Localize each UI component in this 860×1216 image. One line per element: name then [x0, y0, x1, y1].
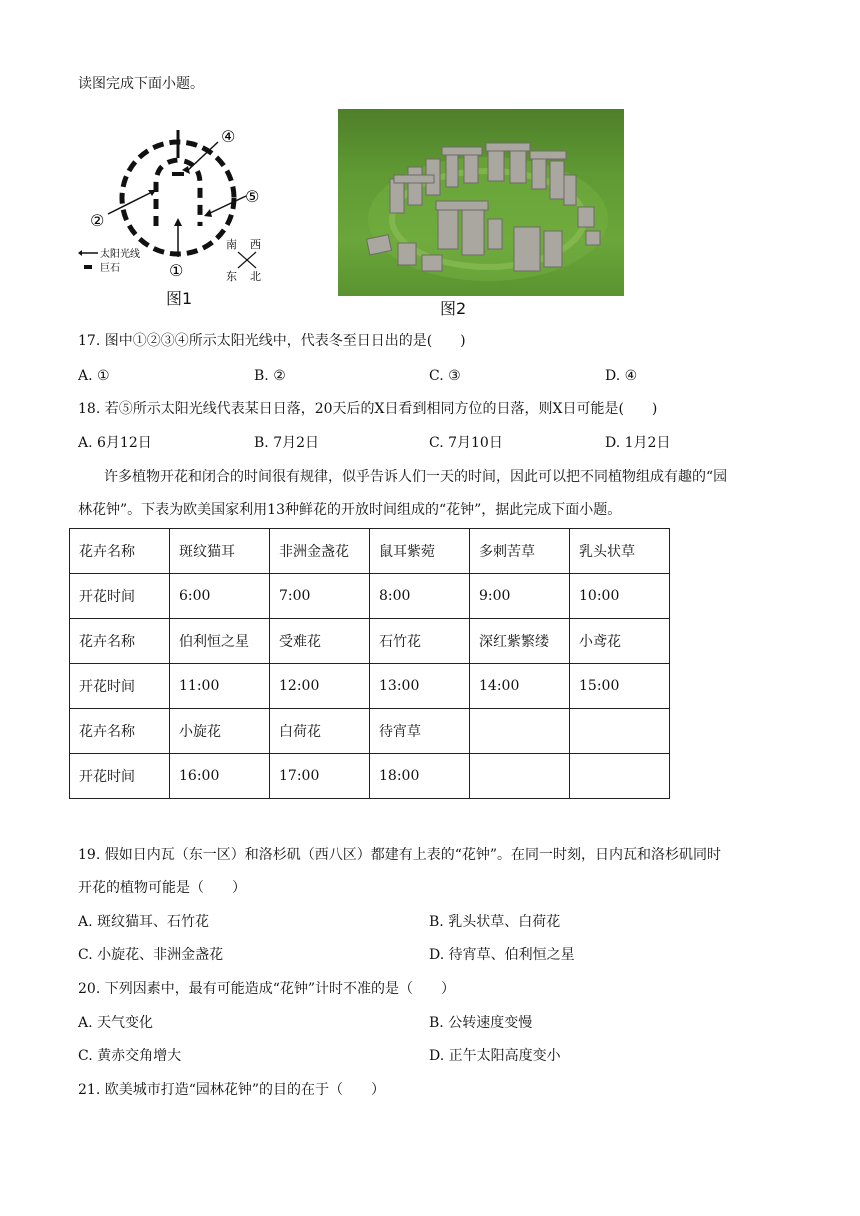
table-cell: 小旋花 [170, 709, 270, 754]
passage-line-2: 林花钟”。下表为欧美国家利用13种鲜花的开放时间组成的“花钟”，据此完成下面小题。 [78, 502, 622, 518]
q20-option-a[interactable]: A. 天气变化 [78, 1015, 154, 1031]
table-cell: 深红紫繁缕 [470, 619, 570, 664]
table-cell [470, 709, 570, 754]
figure2-caption: 图2 [440, 299, 467, 318]
table-cell: 15:00 [570, 664, 670, 709]
table-cell: 花卉名称 [70, 709, 170, 754]
q20-option-b[interactable]: B. 公转速度变慢 [429, 1015, 533, 1031]
q18-option-d[interactable]: D. 1月2日 [605, 435, 671, 451]
table-cell: 非洲金盏花 [270, 529, 370, 574]
legend-stone-label: 巨石 [100, 263, 120, 274]
table-cell: 多刺苦草 [470, 529, 570, 574]
table-row [70, 529, 670, 574]
table-row [70, 619, 670, 664]
table-cell: 鼠耳紫菀 [370, 529, 470, 574]
q20-option-c[interactable]: C. 黄赤交角增大 [78, 1048, 182, 1064]
q18-option-c[interactable]: C. 7月10日 [429, 435, 503, 451]
q17-option-b[interactable]: B. ② [254, 368, 286, 384]
compass-south: 南 [226, 238, 237, 251]
table-cell: 石竹花 [370, 619, 470, 664]
table-cell: 16:00 [170, 754, 270, 799]
table-cell: 受难花 [270, 619, 370, 664]
q18-option-b[interactable]: B. 7月2日 [254, 435, 320, 451]
q17-option-c[interactable]: C. ③ [429, 368, 461, 384]
q17-option-d[interactable]: D. ④ [605, 368, 638, 384]
table-cell [570, 754, 670, 799]
table-cell: 14:00 [470, 664, 570, 709]
q19-option-d[interactable]: D. 待宵草、伯利恒之星 [429, 947, 575, 963]
table-cell: 10:00 [570, 574, 670, 619]
compass-east: 东 [226, 270, 237, 283]
table-cell: 乳头状草 [570, 529, 670, 574]
sunlight-ray-5 [208, 196, 246, 214]
table-cell: 8:00 [370, 574, 470, 619]
table-cell [570, 709, 670, 754]
q20-option-d[interactable]: D. 正午太阳高度变小 [429, 1048, 561, 1064]
table-cell: 13:00 [370, 664, 470, 709]
figure1-diagram [78, 122, 282, 308]
q19-option-b[interactable]: B. 乳头状草、白荷花 [429, 914, 561, 930]
compass-north: 北 [250, 270, 261, 283]
table-cell: 7:00 [270, 574, 370, 619]
q18-stem: 18. 若⑤所示太阳光线代表某日日落，20天后的X日看到相同方位的日落，则X日可能是( ) [78, 401, 658, 417]
table-cell: 花卉名称 [70, 619, 170, 664]
table-row [70, 574, 670, 619]
marker-4: ④ [221, 127, 236, 146]
table-cell: 伯利恒之星 [170, 619, 270, 664]
table-cell: 待宵草 [370, 709, 470, 754]
table-cell: 17:00 [270, 754, 370, 799]
table-cell: 开花时间 [70, 574, 170, 619]
table-cell: 6:00 [170, 574, 270, 619]
table-row [70, 754, 670, 799]
legend-sunlight-label: 太阳光线 [100, 249, 140, 260]
table-cell: 小鸢花 [570, 619, 670, 664]
figure2-stonehenge-photo [338, 109, 624, 296]
intro-text: 读图完成下面小题。 [78, 76, 204, 92]
table-cell: 斑纹猫耳 [170, 529, 270, 574]
center-stone [172, 172, 184, 176]
marker-2: ② [90, 211, 105, 230]
table-cell: 开花时间 [70, 754, 170, 799]
table-cell: 开花时间 [70, 664, 170, 709]
q20-stem: 20. 下列因素中，最有可能造成“花钟”计时不准的是（ ） [78, 981, 456, 997]
q19-option-c[interactable]: C. 小旋花、非洲金盏花 [78, 947, 224, 963]
compass-west: 西 [250, 238, 261, 251]
figure1-caption: 图1 [166, 289, 193, 308]
table-cell: 白荷花 [270, 709, 370, 754]
table-row [70, 664, 670, 709]
q19-option-a[interactable]: A. 斑纹猫耳、石竹花 [78, 914, 210, 930]
marker-1: ① [169, 261, 184, 280]
sunlight-ray-4 [186, 142, 218, 172]
q21-stem: 21. 欧美城市打造“园林花钟”的目的在于（ ） [78, 1082, 386, 1098]
passage-line-1: 许多植物开花和闭合的时间很有规律，似乎告诉人们一天的时间，因此可以把不同植物组成有趣的“园 [104, 469, 728, 485]
table-cell: 11:00 [170, 664, 270, 709]
sunlight-ray-2 [108, 192, 152, 214]
q19-stem-line-2: 开花的植物可能是（ ） [78, 880, 246, 896]
table-cell: 12:00 [270, 664, 370, 709]
marker-5: ⑤ [245, 187, 260, 206]
table-cell [470, 754, 570, 799]
table-cell: 花卉名称 [70, 529, 170, 574]
inner-stone-horseshoe [156, 160, 200, 226]
table-row [70, 709, 670, 754]
q18-option-a[interactable]: A. 6月12日 [78, 435, 152, 451]
table-cell: 9:00 [470, 574, 570, 619]
table-cell: 18:00 [370, 754, 470, 799]
q19-stem-line-1: 19. 假如日内瓦（东一区）和洛杉矶（西八区）都建有上表的“花钟”。在同一时刻，日内瓦和洛杉矶同时 [78, 847, 722, 863]
flower-clock-table [69, 528, 670, 799]
q17-option-a[interactable]: A. ① [78, 368, 110, 384]
q17-stem: 17. 图中①②③④所示太阳光线中，代表冬至日日出的是( ) [78, 333, 466, 349]
